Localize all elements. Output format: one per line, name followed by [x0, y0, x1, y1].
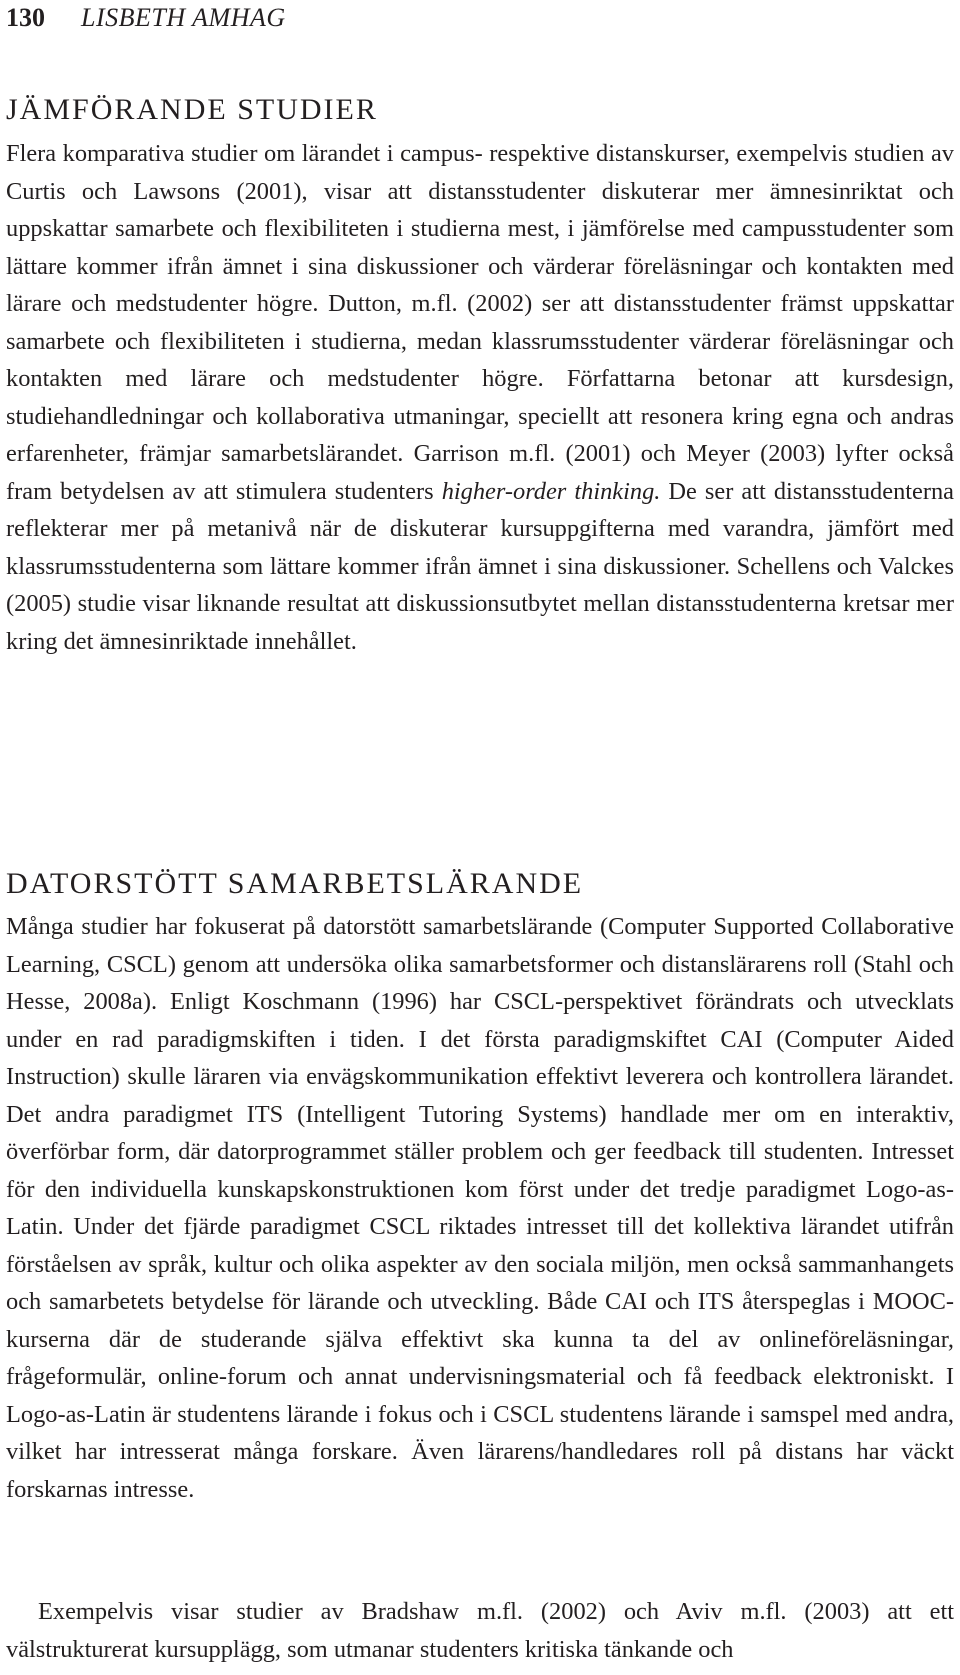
running-head-author: LISBETH AMHAG	[81, 3, 286, 32]
page-number: 130	[6, 3, 45, 32]
section-heading-jamforande-studier: JÄMFÖRANDE STUDIER	[6, 93, 378, 126]
paragraph-text-continued: De ser att distansstudenterna reflekterar mer på metanivå när de diskuterar kursuppgifterna med varandra, jämfört med klassrumsstudenterna som lättare kommer ifrån ämnet i sina diskussioner. Schellens och Valckes (2005) studie visar liknande resultat att diskussionsutbytet mellan distansstudenterna kretsar mer kring det ämnesinriktade innehållet.	[6, 477, 955, 655]
running-head	[6, 2, 286, 34]
paragraph-jamforande-studier	[6, 135, 954, 660]
paragraph-text: Flera komparativa studier om lärandet i campus- respektive distanskurser, exempelvis studien av Curtis och Lawsons (2001), visar att distansstudenter diskuterar mer ämnesinriktat och uppskattar samarbete och flexibiliteten i studierna mest, i jämförelse med campusstudenter som lättare kommer ifrån ämnet i sina diskussioner och värderar föreläsningar och kontakten med lärare och medstudenter högre. Dutton, m.fl. (2002) ser att distansstudenter främst uppskattar samarbete och flexibiliteten i studierna, medan klassrumsstudenter värderar föreläsningar och kontakten med lärare och medstudenter högre. Författarna betonar att kursdesign, studiehandledningar och kollaborativa utmaningar, speciellt att resonera kring egna och andras erfarenheter, främjar samarbetslärandet. Garrison m.fl. (2001) och Meyer (2003) lyfter också fram betydelsen av att stimulera studenters	[6, 140, 954, 505]
paragraph-datorstott-samarbetslarande: Många studier har fokuserat på datorstött samarbetslärande (Computer Supported Collaborative Learning, CSCL) genom att undersöka olika samarbetsformer och distanslärarens roll (Stahl och Hesse, 2008a). Enligt Koschmann (1996) har CSCL-perspektivet förändrats och utvecklats under en rad paradigmskiften i tiden. I det första paradigmskiftet CAI (Computer Aided Instruction) skulle läraren via envägskommunikation effektivt leverera och kontrollera lärandet. Det andra paradigmet ITS (Intelligent Tutoring Systems) handlade mer om en interaktiv, överförbar form, där datorprogrammet ställer problem och ger feedback till studenten. Intresset för den individuella kunskapskonstruktionen kom först under det tredje paradigmet Logo-as-Latin. Under det fjärde paradigmet CSCL riktades intresset till det kollektiva lärandet utifrån förståelsen av språk, kultur och olika aspekter av den sociala miljön, men också sammanhangets och samarbetets betydelse för lärande och utveckling. Både CAI och ITS återspeglas i MOOC-kurserna där de studerande själva effektivt ska kunna ta del av onlineföreläsningar, frågeformulär, online-forum och annat undervisningsmaterial och få feedback elektroniskt. I Logo-as-Latin är studentens lärande i fokus och i CSCL studentens lärande i samspel med andra, vilket har intresserat många forskare. Även lärarens/handledares roll på distans har väckt forskarnas intresse.	[6, 913, 954, 1503]
paragraph-continuation: Exempelvis visar studier av Bradshaw m.fl. (2002) och Aviv m.fl. (2003) att ett välstrukturerat kursupplägg, som utmanar studenters kritiska tänkande och	[6, 1598, 954, 1663]
section-heading-datorstott-samarbetslarande: DATORSTÖTT SAMARBETSLÄRANDE	[6, 867, 584, 900]
italic-term: higher-order thinking.	[441, 477, 661, 505]
